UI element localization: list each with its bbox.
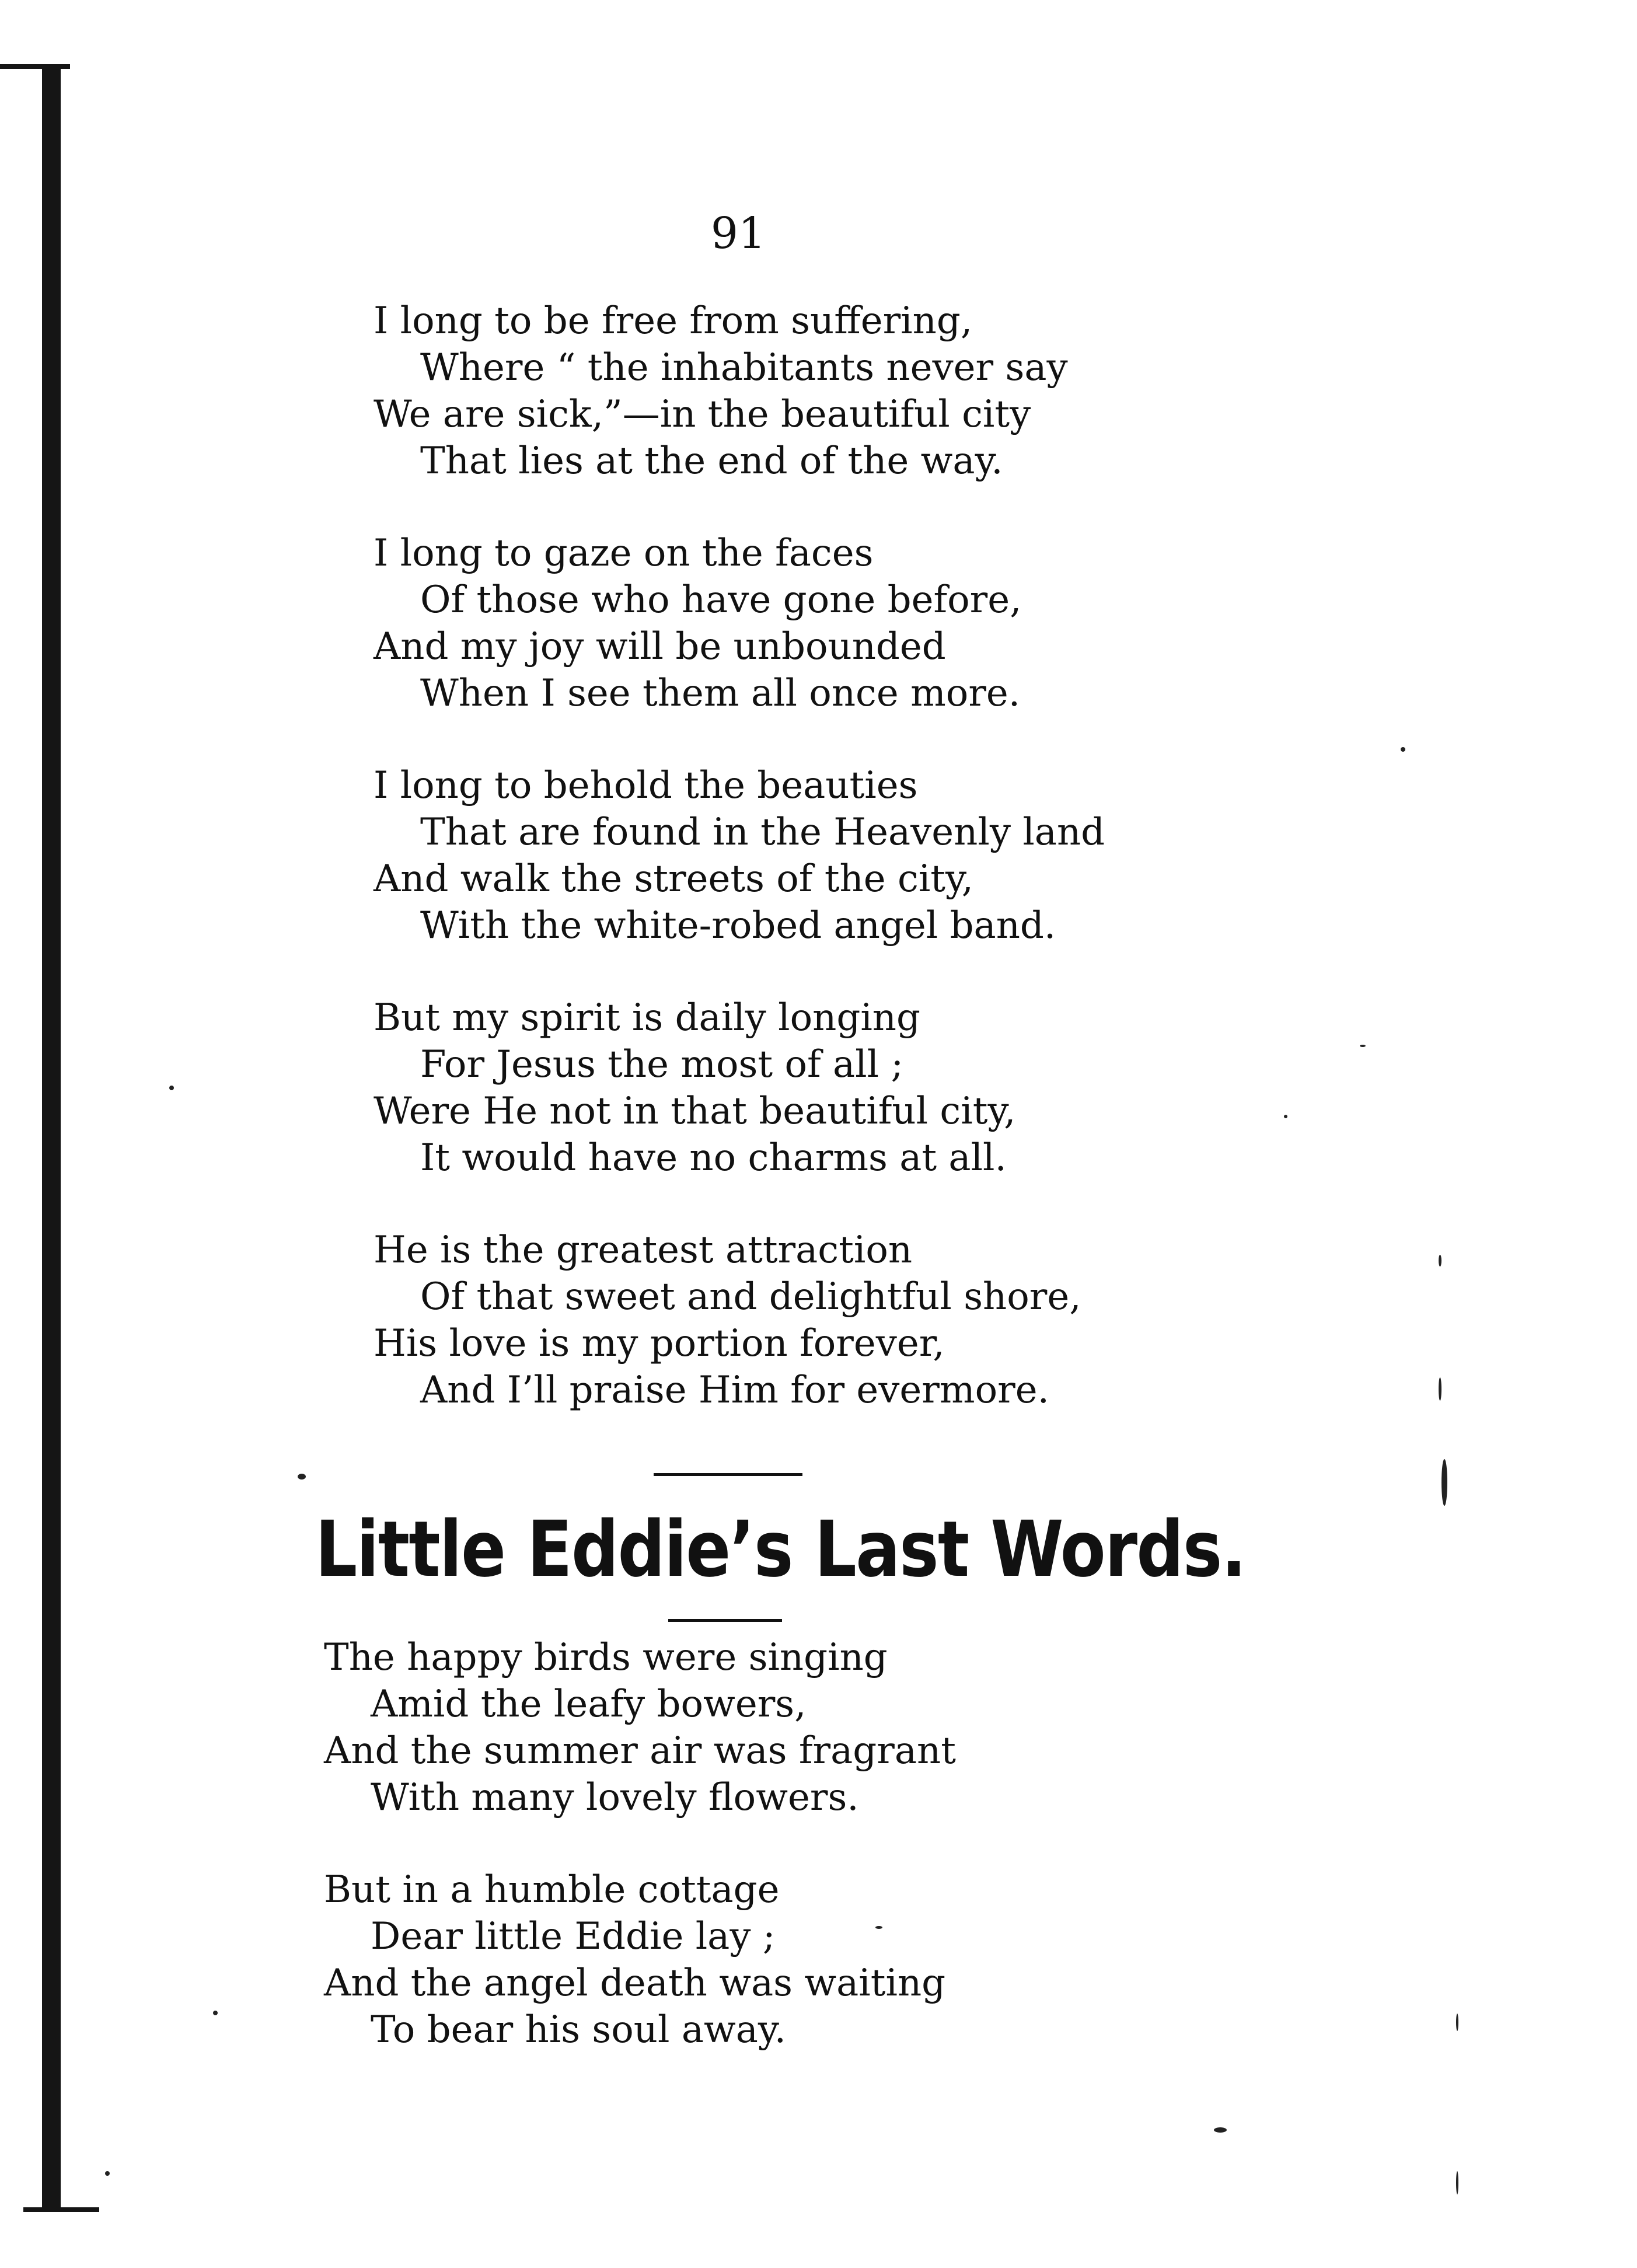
verse-line: And my joy will be unbounded bbox=[374, 625, 946, 668]
poem-continued bbox=[374, 298, 1249, 1459]
verse-line: It would have no charms at all. bbox=[420, 1136, 1007, 1180]
verse-line: And I’ll praise Him for evermore. bbox=[420, 1369, 1049, 1412]
stanza bbox=[374, 1227, 1249, 1414]
scan-speck bbox=[105, 2171, 110, 2176]
verse-line: The happy birds were singing bbox=[324, 1636, 888, 1679]
scan-speck bbox=[1439, 1255, 1441, 1266]
scan-speck bbox=[875, 1926, 882, 1929]
scan-speck bbox=[1360, 1045, 1366, 1047]
verse-line: Amid the leafy bowers, bbox=[371, 1683, 807, 1726]
verse-line: We are sick,”—in the beautiful city bbox=[374, 393, 1031, 436]
stanza bbox=[374, 995, 1249, 1181]
verse-line: He is the greatest attraction bbox=[374, 1229, 913, 1272]
verse-line: Were He not in that beautiful city, bbox=[374, 1090, 1016, 1133]
stanza bbox=[374, 530, 1249, 717]
verse-line: To bear his soul away. bbox=[371, 2008, 786, 2051]
binding-edge-bottom bbox=[23, 2207, 99, 2212]
verse-line: With many lovely flowers. bbox=[371, 1776, 859, 1819]
scan-speck bbox=[169, 1086, 174, 1090]
scan-speck bbox=[1441, 1459, 1447, 1506]
scan-speck bbox=[1401, 747, 1405, 752]
page-number: 91 bbox=[710, 208, 766, 259]
verse-line: Dear little Eddie lay ; bbox=[371, 1915, 776, 1958]
verse-line: I long to behold the beauties bbox=[374, 764, 918, 807]
binding-edge bbox=[42, 64, 61, 2212]
scan-speck bbox=[213, 2011, 218, 2015]
verse-line: But in a humble cottage bbox=[324, 1868, 780, 1911]
verse-line: And walk the streets of the city, bbox=[374, 857, 973, 901]
verse-line: Of those who have gone before, bbox=[420, 578, 1022, 622]
scan-speck bbox=[1456, 2014, 1458, 2031]
scan-speck bbox=[298, 1474, 306, 1480]
section-divider-top bbox=[654, 1473, 802, 1476]
verse-line: That lies at the end of the way. bbox=[420, 439, 1003, 483]
verse-line: That are found in the Heavenly land bbox=[420, 811, 1105, 854]
verse-line: I long to gaze on the faces bbox=[374, 532, 874, 575]
scan-speck bbox=[1439, 1377, 1441, 1401]
verse-line: Of that sweet and delightful shore, bbox=[420, 1275, 1081, 1318]
verse-line: I long to be free from suffering, bbox=[374, 299, 973, 343]
section-divider-bottom bbox=[668, 1619, 782, 1622]
stanza bbox=[324, 1634, 1199, 1821]
stanza bbox=[374, 298, 1249, 484]
scan-speck bbox=[1456, 2171, 1458, 2194]
verse-line: When I see them all once more. bbox=[420, 672, 1021, 715]
verse-line: For Jesus the most of all ; bbox=[420, 1043, 903, 1086]
stanza bbox=[324, 1866, 1199, 2053]
stanza bbox=[374, 762, 1249, 949]
verse-line: His love is my portion forever, bbox=[374, 1322, 945, 1365]
verse-line: And the angel death was waiting bbox=[324, 1962, 946, 2005]
scan-speck bbox=[1284, 1115, 1287, 1118]
verse-line: But my spirit is daily longing bbox=[374, 996, 920, 1039]
verse-line: Where “ the inhabitants never say bbox=[420, 346, 1068, 389]
scan-speck bbox=[1214, 2127, 1227, 2133]
poem-title: Little Eddie’s Last Words. bbox=[315, 1505, 1246, 1594]
poem-little-eddie bbox=[324, 1634, 1199, 2099]
verse-line: With the white-robed angel band. bbox=[420, 904, 1056, 947]
verse-line: And the summer air was fragrant bbox=[324, 1729, 956, 1772]
